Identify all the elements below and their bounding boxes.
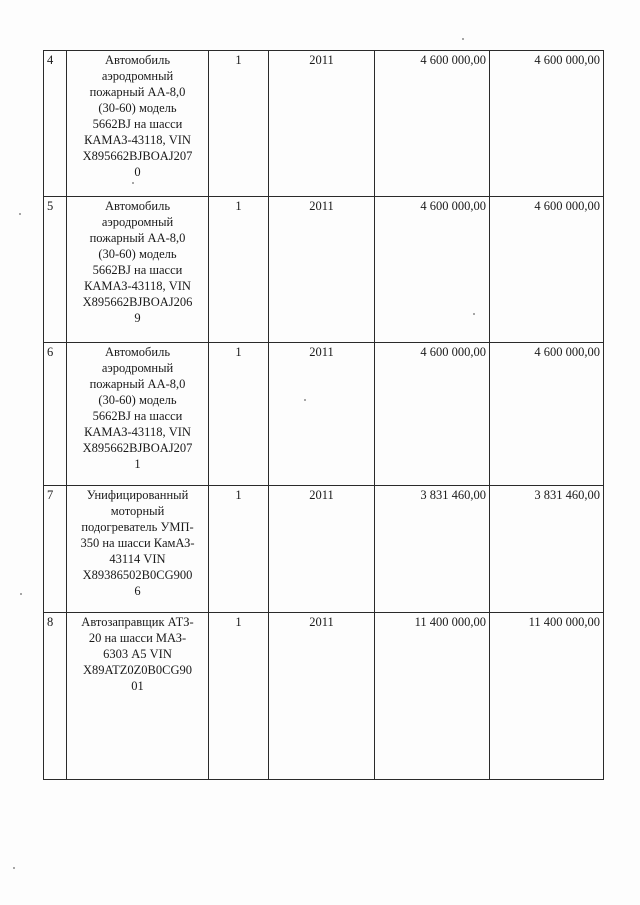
item-price: 3 831 460,00: [375, 486, 490, 613]
item-price: 4 600 000,00: [375, 343, 490, 486]
item-total: 3 831 460,00: [490, 486, 604, 613]
scan-speck: [304, 399, 306, 401]
item-quantity: 1: [209, 613, 269, 780]
row-number: 6: [44, 343, 67, 486]
item-quantity: 1: [209, 486, 269, 613]
scan-speck: [19, 213, 21, 215]
item-price: 4 600 000,00: [375, 51, 490, 197]
row-number: 8: [44, 613, 67, 780]
item-year: 2011: [269, 613, 375, 780]
table-row: [44, 486, 604, 613]
item-name: Унифицированный моторный подогреватель УМП- 350 на шасси КамАЗ- 43114 VIN X89386502B0CG900 6: [67, 486, 209, 613]
table-row: [44, 343, 604, 486]
row-number: 5: [44, 197, 67, 343]
item-price: 11 400 000,00: [375, 613, 490, 780]
item-year: 2011: [269, 486, 375, 613]
item-year: 2011: [269, 197, 375, 343]
table-row: [44, 613, 604, 780]
table-row: [44, 51, 604, 197]
scan-speck: [473, 313, 475, 315]
item-total: 11 400 000,00: [490, 613, 604, 780]
scan-speck: [462, 38, 464, 40]
item-name: Автомобиль аэродромный пожарный АА-8,0 (30-60) модель 5662BJ на шасси КАМАЗ-43118, VIN X895662BJBOAJ206 9: [67, 197, 209, 343]
item-name: Автомобиль аэродромный пожарный АА-8,0 (30-60) модель 5662BJ на шасси КАМАЗ-43118, VIN X895662BJBOAJ207 0: [67, 51, 209, 197]
item-name: Автозаправщик АТЗ- 20 на шасси МАЗ- 6303 А5 VIN X89ATZ0Z0B0CG90 01: [67, 613, 209, 780]
row-number: 4: [44, 51, 67, 197]
item-total: 4 600 000,00: [490, 197, 604, 343]
item-total: 4 600 000,00: [490, 51, 604, 197]
item-year: 2011: [269, 51, 375, 197]
scan-speck: [13, 867, 15, 869]
item-quantity: 1: [209, 197, 269, 343]
table-row: [44, 197, 604, 343]
scan-speck: [20, 593, 22, 595]
item-name: Автомобиль аэродромный пожарный АА-8,0 (30-60) модель 5662BJ на шасси КАМАЗ-43118, VIN X895662BJBOAJ207 1: [67, 343, 209, 486]
item-year: 2011: [269, 343, 375, 486]
row-number: 7: [44, 486, 67, 613]
item-total: 4 600 000,00: [490, 343, 604, 486]
item-quantity: 1: [209, 343, 269, 486]
item-price: 4 600 000,00: [375, 197, 490, 343]
item-quantity: 1: [209, 51, 269, 197]
inventory-table: [43, 50, 604, 780]
scan-speck: [132, 182, 134, 184]
